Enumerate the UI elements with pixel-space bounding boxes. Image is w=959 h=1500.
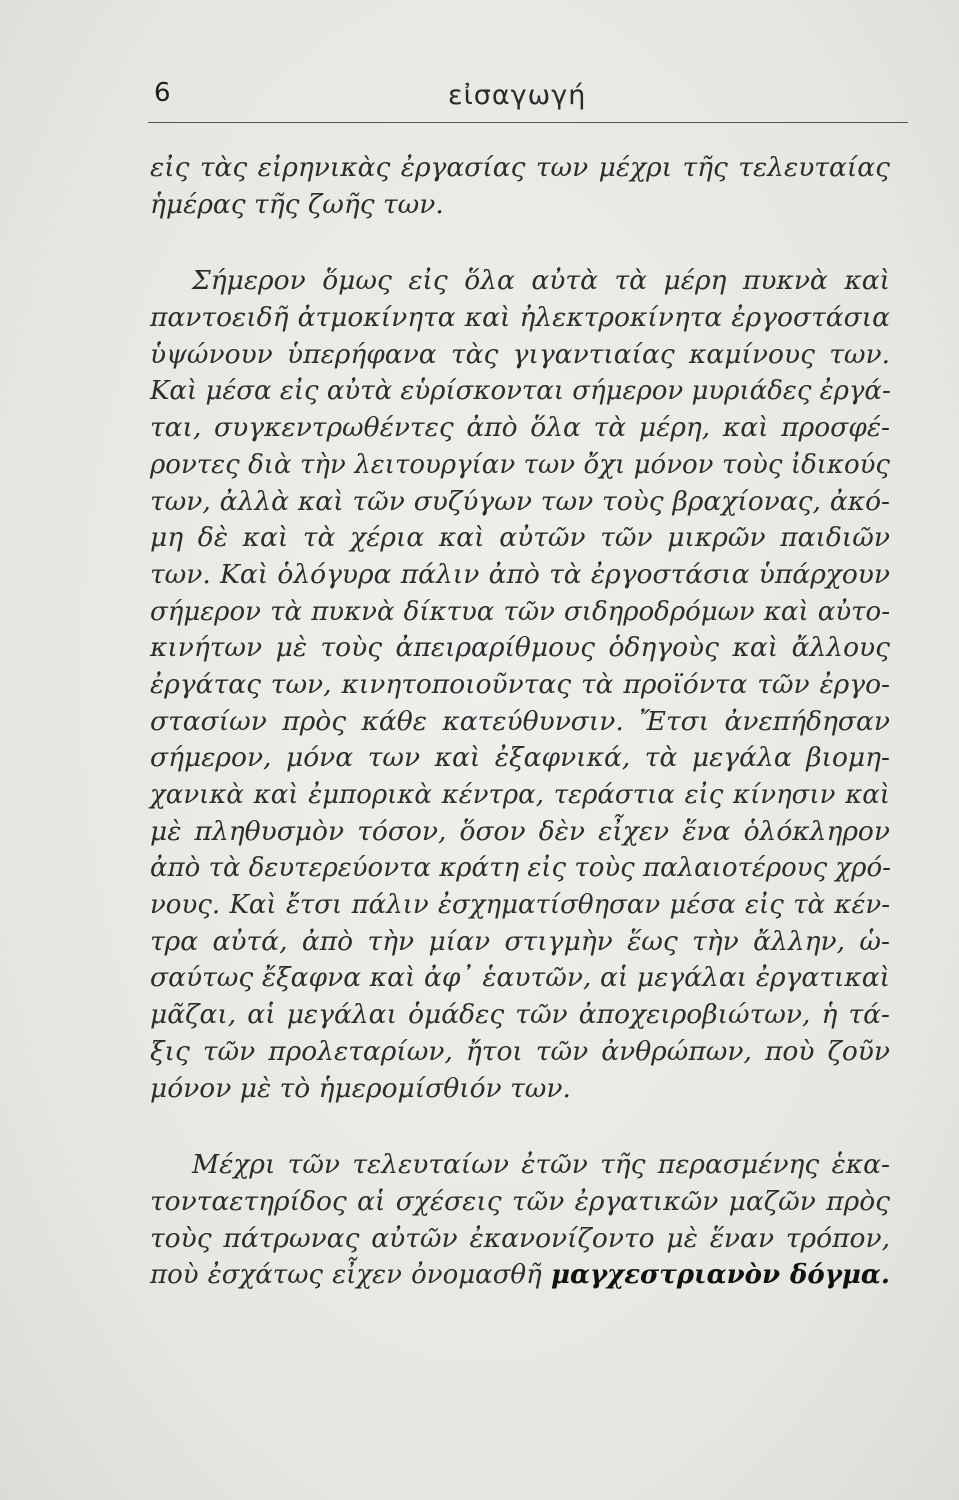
page-number: 6 (154, 78, 171, 108)
header-rule (148, 122, 908, 123)
text-line: των, ἀλλὰ καὶ τῶν συζύγων των τοὺς βραχίονας, ἀκό- (150, 485, 890, 517)
text-line: κινήτων μὲ τοὺς ἀπειραρίθμους ὁδηγοὺς καὶ ἄλλους (150, 632, 890, 664)
text-line: σήμερον τὰ πυκνὰ δίκτυα τῶν σιδηροδρόμων καὶ αὐτο- (150, 596, 890, 627)
text-line: Μέχρι τῶν τελευταίων ἐτῶν τῆς περασμένης ἑκα- (192, 1149, 890, 1181)
text-line: στασίων πρὸς κάθε κατεύθυνσιν. Ἔτσι ἀνεπήδησαν (150, 705, 890, 737)
text-line: ἡμέρας τῆς ζωῆς των. (150, 188, 444, 220)
text-line: σαύτως ἔξαφνα καὶ ἀφ᾽ ἑαυτῶν, αἱ μεγάλαι ἐργατικαὶ (150, 962, 890, 994)
body-text (150, 150, 890, 1294)
paragraph-final (150, 1147, 890, 1294)
text-line: μᾶζαι, αἱ μεγάλαι ὁμάδες τῶν ἀποχειροβιώτων, ἡ τά- (150, 999, 890, 1031)
paragraph-gap (150, 1107, 890, 1147)
paragraph-continuation (150, 150, 890, 223)
text-line: Σήμερον ὅμως εἰς ὅλα αὐτὰ τὰ μέρη πυκνὰ καὶ (192, 265, 890, 297)
text-line: μὲ πληθυσμὸν τόσον, ὅσον δὲν εἶχεν ἕνα ὁλόκληρον (150, 815, 890, 847)
text-line: ξις τῶν προλεταρίων, ἤτοι τῶν ἀνθρώπων, ποὺ ζοῦν (150, 1035, 890, 1067)
text-line: παντοειδῆ ἀτμοκίνητα καὶ ἠλεκτροκίνητα ἐργοστάσια (150, 302, 890, 334)
text-line: ται, συγκεντρωθέντες ἀπὸ ὅλα τὰ μέρη, καὶ προσφέ- (150, 412, 890, 444)
text-line: ἀπὸ τὰ δευτερεύοντα κράτη εἰς τοὺς παλαιοτέρους χρό- (150, 853, 891, 884)
text-line: των. Καὶ ὁλόγυρα πάλιν ἀπὸ τὰ ἐργοστάσια ὑπάρχουν (150, 558, 890, 590)
running-head: εἰσαγωγή (448, 80, 587, 111)
paragraph-gap (150, 223, 890, 263)
emphasized-term: μαγχεστριανὸν δόγμα. (550, 1260, 890, 1291)
text-line: νους. Καὶ ἔτσι πάλιν ἐσχηματίσθησαν μέσα εἰς τὰ κέν- (150, 890, 890, 921)
text-line: εἰς τὰς εἰρηνικὰς ἐργασίας των μέχρι τῆς τελευταίας (150, 152, 890, 183)
text-line: σήμερον, μόνα των καὶ ἐξαφνικά, τὰ μεγάλα βιομη- (150, 742, 890, 774)
text-line-with-emphasis (150, 1257, 890, 1294)
text-line: μη δὲ καὶ τὰ χέρια καὶ αὐτῶν τῶν μικρῶν παιδιῶν (150, 522, 890, 554)
text-line: ροντες διὰ τὴν λειτουργίαν των ὄχι μόνον τοὺς ἰδικούς (150, 449, 890, 480)
text-line: ἐργάτας των, κινητοποιοῦντας τὰ προϊόντα τῶν ἐργο- (150, 668, 890, 700)
text-line: τρα αὐτά, ἀπὸ τὴν μίαν στιγμὴν ἕως τὴν ἄλλην, ὡ- (150, 925, 890, 957)
text-line: τονταετηρίδος αἱ σχέσεις τῶν ἐργατικῶν μαζῶν πρὸς (150, 1185, 890, 1217)
paragraph-main (150, 263, 890, 1107)
text-line: μόνον μὲ τὸ ἡμερομίσθιόν των. (150, 1072, 571, 1104)
text-fragment: ποὺ ἐσχάτως εἶχεν ὀνομασθῆ (150, 1260, 542, 1291)
text-line: Καὶ μέσα εἰς αὐτὰ εὑρίσκονται σήμερον μυριάδες ἐργά- (150, 376, 891, 407)
text-line: ὑψώνουν ὑπερήφανα τὰς γιγαντιαίας καμίνους των. (150, 338, 890, 370)
text-line: τοὺς πάτρωνας αὐτῶν ἐκανονίζοντο μὲ ἕναν τρόπον, (150, 1222, 890, 1254)
text-line: χανικὰ καὶ ἐμπορικὰ κέντρα, τεράστια εἰς κίνησιν καὶ (150, 780, 890, 810)
page-header (148, 78, 908, 128)
